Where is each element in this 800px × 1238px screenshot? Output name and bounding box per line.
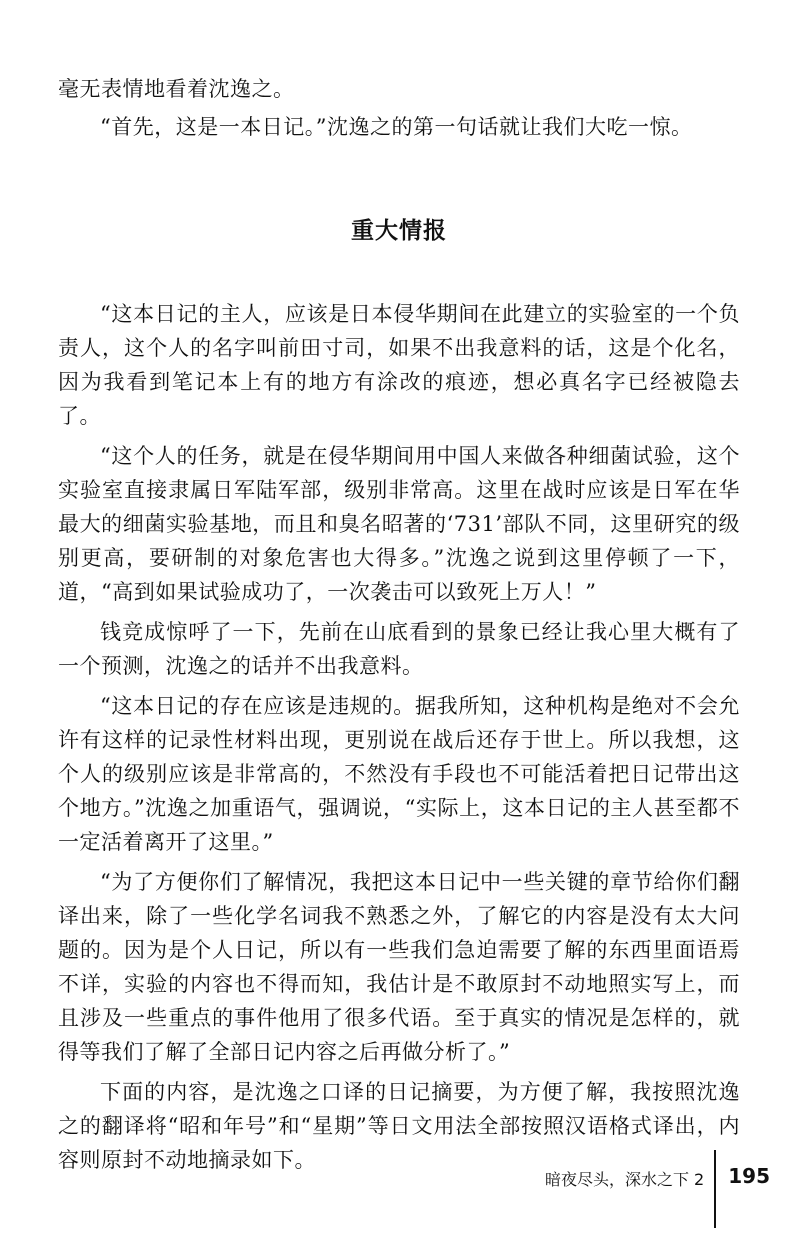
section-title: 重大情报 <box>351 218 447 244</box>
paragraph: “这本日记的存在应该是违规的。据我所知，这种机构是绝对不会允许有这样的记录性材料出现，更别说在战后还存于世上。所以我想，这个人的级别应该是非常高的，不然没有手段也不可能活着把日记带出这个地方。”沈逸之加重语气，强调说，“实际上，这本日记的主人甚至都不一定活着离开了这里。” <box>58 694 740 854</box>
intro-quote: “首先，这是一本日记。”沈逸之的第一句话就让我们大吃一惊。 <box>100 115 693 139</box>
paragraph: “为了方便你们了解情况，我把这本日记中一些关键的章节给你们翻译出来，除了一些化学名词我不熟悉之外，了解它的内容是没有太大问题的。因为是个人日记，所以有一些我们急迫需要了解的东西里面语焉不详，实验的内容也不得而知，我估计是不敢原封不动地照实写上，而且涉及一些重点的事件他用了很多代语。至于真实的情况是怎样的，就得等我们了解了全部日记内容之后再做分析了。” <box>58 870 740 1064</box>
paragraph: 下面的内容，是沈逸之口译的日记摘要，为方便了解，我按照沈逸之的翻译将“昭和年号”和“星期”等日文用法全部按照汉语格式译出，内容则原封不动地摘录如下。 <box>58 1080 740 1172</box>
page-footer <box>545 1150 770 1230</box>
intro-fragment: 毫无表情地看着沈逸之。 <box>58 77 295 101</box>
running-title: 暗夜尽头，深水之下 2 <box>544 1170 705 1189</box>
paragraph: 钱竞成惊呼了一下，先前在山底看到的景象已经让我心里大概有了一个预测，沈逸之的话并不出我意料。 <box>58 620 740 678</box>
footer-divider <box>714 1150 716 1228</box>
page-number: 195 <box>728 1164 770 1188</box>
paragraph: “这个人的任务，就是在侵华期间用中国人来做各种细菌试验，这个实验室直接隶属日军陆军部，级别非常高。这里在战时应该是日军在华最大的细菌实验基地，而且和臭名昭著的‘731’部队不同，这里研究的级别更高，要研制的对象危害也大得多。”沈逸之说到这里停顿了一下，道，“高到如果试验成功了，一次袭击可以致死上万人！” <box>58 444 740 604</box>
paragraph: “这本日记的主人，应该是日本侵华期间在此建立的实验室的一个负责人，这个人的名字叫前田寸司，如果不出我意料的话，这是个化名，因为我看到笔记本上有的地方有涂改的痕迹，想必真名字已经被隐去了。 <box>58 302 740 428</box>
page-body <box>58 72 740 1183</box>
